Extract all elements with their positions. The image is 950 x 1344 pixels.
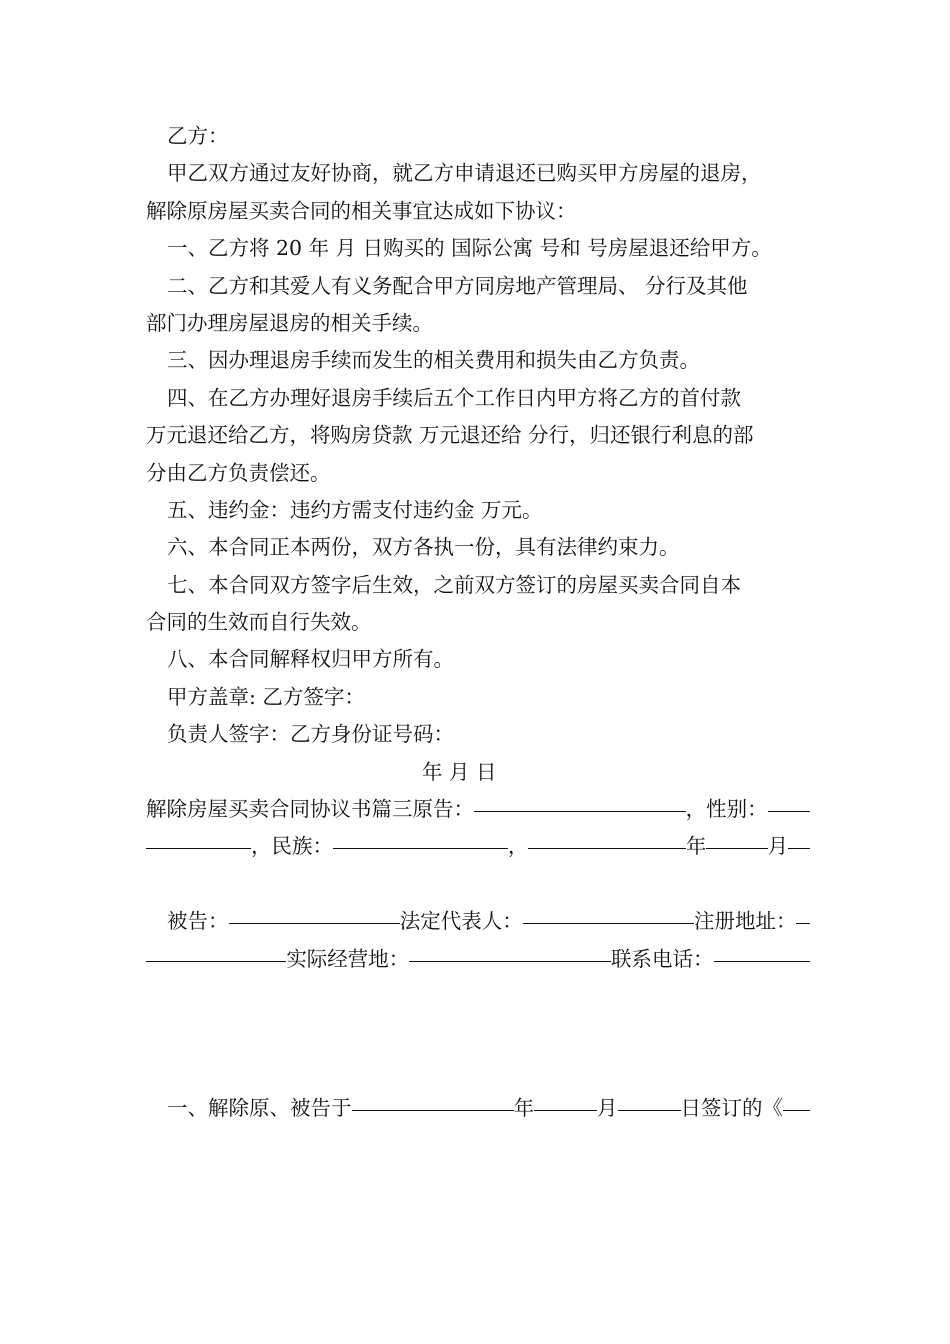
cause-line xyxy=(146,1015,810,1052)
clause-8: 八、本合同解释权归甲方所有。 xyxy=(167,647,454,672)
claim-1-signed-label: 日签订的《 xyxy=(680,1096,783,1121)
reg-address-label: 注册地址： xyxy=(693,909,797,934)
gender-label: ，性别： xyxy=(685,797,768,822)
gender-blank-start xyxy=(768,791,810,812)
defendant-blank xyxy=(229,903,400,924)
defendant-phone-blank-start xyxy=(714,941,810,962)
claim-1-year-label: 年 xyxy=(513,1096,534,1121)
clause-7-line-2: 合同的生效而自行失效。 xyxy=(146,610,372,635)
claim-1-day-blank xyxy=(618,1090,681,1111)
intro-line-1: 甲乙双方通过友好协商，就乙方申请退还已购买甲方房屋的退房， xyxy=(167,161,762,186)
intro-line-2: 解除原房屋买卖合同的相关事宜达成如下协议： xyxy=(146,198,577,223)
clause-1: 一、乙方将 20 年 月 日购买的 国际公寓 号和 号房屋退还给甲方。 xyxy=(167,236,772,261)
actual-address-label: 实际经营地： xyxy=(286,946,410,971)
birth-year-blank xyxy=(528,828,685,849)
ethnicity-label: ，民族： xyxy=(250,834,333,859)
complaint-line-6 xyxy=(146,978,810,1015)
claim-1-line-2 xyxy=(146,1128,810,1165)
actual-address-blank xyxy=(409,941,611,962)
birth-day-blank-start xyxy=(788,828,810,849)
complaint-heading-line xyxy=(146,791,810,828)
claim-1-prefix: 一、解除原、被告于 xyxy=(167,1096,352,1121)
responsible-signature-line: 负责人签字：乙方身份证号码： xyxy=(167,722,454,747)
clause-5: 五、违约金：违约方需支付违约金 万元。 xyxy=(167,497,543,522)
date-line xyxy=(146,754,810,791)
birth-year-label: 年 xyxy=(685,834,707,859)
claim-1-month-label: 月 xyxy=(597,1096,618,1121)
defendant-label: 被告： xyxy=(167,909,229,934)
plaintiff-label: 原告： xyxy=(412,797,474,822)
clause-2-line-2: 部门办理房屋退房的相关手续。 xyxy=(146,310,433,335)
complaint-line-3 xyxy=(146,866,810,903)
date-party-b: 年 月 日 xyxy=(422,759,497,784)
clause-4-line-1: 四、在乙方办理好退房手续后五个工作日内甲方将乙方的首付款 xyxy=(167,385,741,410)
clause-6: 六、本合同正本两份，双方各执一份，具有法律约束力。 xyxy=(167,535,680,560)
claims-line xyxy=(146,1053,810,1090)
plaintiff-blank xyxy=(474,791,686,812)
gender-blank-end xyxy=(146,828,251,849)
clause-4-line-2: 万元退还给乙方，将购房贷款 万元退还给 分行，归还银行利息的部 xyxy=(146,423,754,448)
document-page xyxy=(146,118,810,1202)
complaint-line-4 xyxy=(146,903,810,940)
legal-rep-blank xyxy=(523,903,694,924)
reg-address-blank-end xyxy=(146,941,286,962)
clause-2-line-1: 二、乙方和其爱人有义务配合甲方同房地产管理局、 分行及其他 xyxy=(167,273,748,298)
clause-3: 三、因办理退房手续而发生的相关费用和损失由乙方负责。 xyxy=(167,348,700,373)
ethnicity-blank xyxy=(333,828,508,849)
seal-signature-line: 甲方盖章: 乙方签字： xyxy=(167,684,365,709)
reg-address-blank-start xyxy=(796,903,810,924)
complaint-line-2 xyxy=(146,828,810,865)
party-b-line: 乙方： xyxy=(167,124,229,148)
claim-1-city-blank-start xyxy=(783,1090,810,1111)
claim-2-line xyxy=(146,1165,810,1202)
claim-1-line-1 xyxy=(146,1090,810,1127)
birth-month-label: 月 xyxy=(767,834,789,859)
complaint-heading: 解除房屋买卖合同协议书篇三 xyxy=(146,797,413,822)
ethnicity-comma: ， xyxy=(507,834,529,859)
claim-1-year-blank xyxy=(352,1090,514,1111)
legal-rep-label: 法定代表人： xyxy=(399,909,523,934)
defendant-phone-label: 联系电话： xyxy=(611,946,714,971)
clause-4-line-3: 分由乙方负责偿还。 xyxy=(146,460,331,485)
claim-1-month-blank xyxy=(534,1090,597,1111)
complaint-line-5 xyxy=(146,941,810,978)
clause-7-line-1: 七、本合同双方签字后生效，之前双方签订的房屋买卖合同自本 xyxy=(167,572,741,597)
birth-month-blank xyxy=(706,828,767,849)
